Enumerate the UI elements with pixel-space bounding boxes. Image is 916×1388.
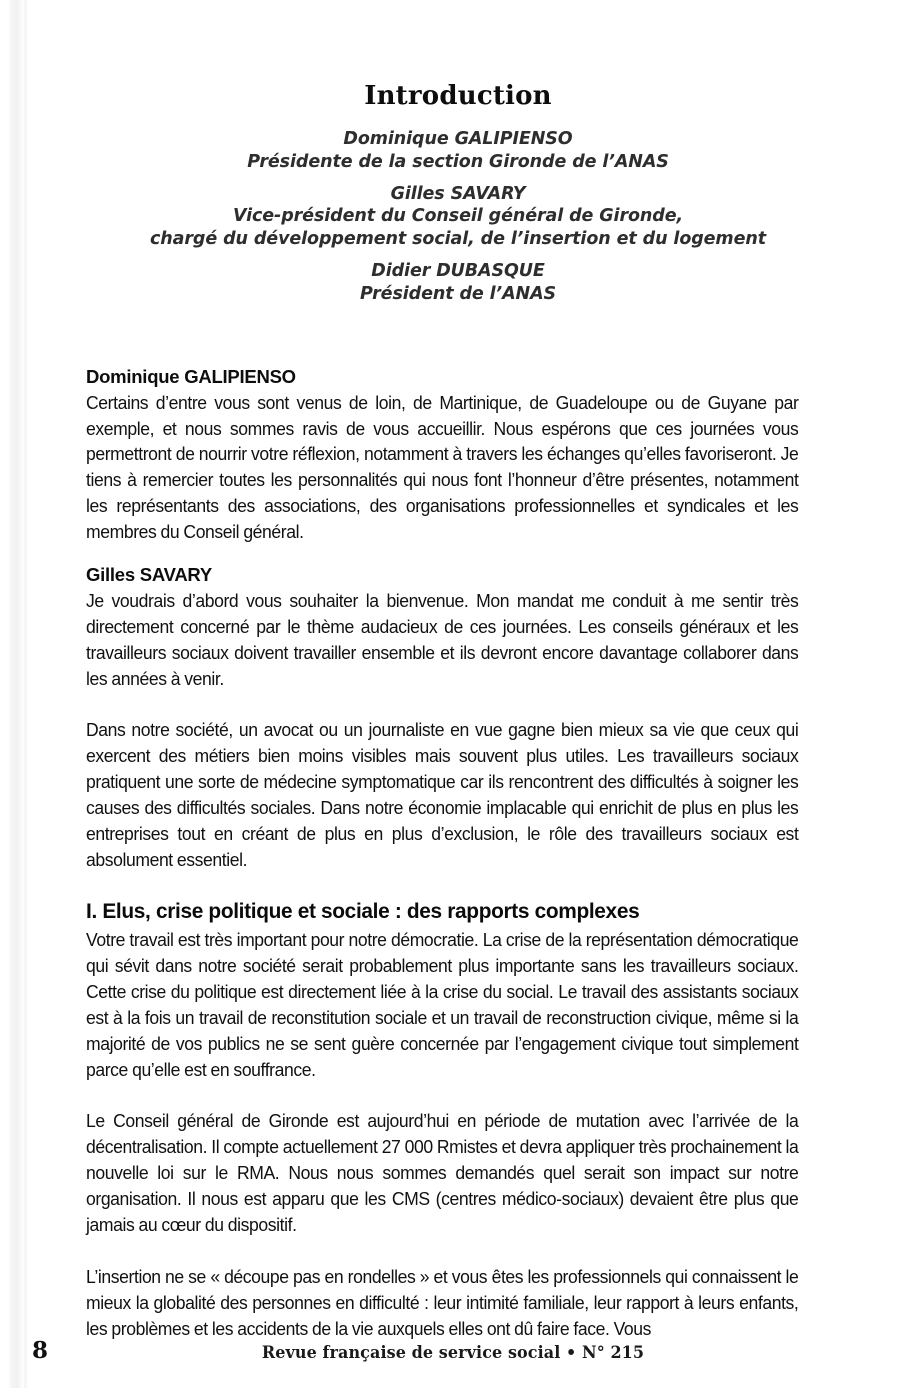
scan-artifact-left-gutter [8, 0, 24, 1388]
byline-group-galipienso [86, 128, 830, 174]
footer-journal-line: Revue française de service social • N° 215 [261, 1343, 645, 1363]
byline-name: Dominique GALIPIENSO [343, 129, 573, 150]
speaker-label-savary: Gilles SAVARY [86, 564, 212, 586]
byline-role-line-2: chargé du développement social, de l’insertion et du logement [150, 229, 766, 250]
byline-role: Présidente de la section Gironde de l’ANAS [247, 151, 669, 172]
paragraph: Votre travail est très important pour notre démocratie. La crise de la représentation démocratique qui sévit dans notre société serait probablement plus importante sans les travailleurs sociaux. Cette crise du politique est directement liée à la crise du social. Le travail des assistants sociaux est à la fois un travail de reconstitution sociale et un travail de reconstruction civique, même si la majorité de vos publics ne se sent guère concernée par l’engagement civique tout simplement parce qu’elle est en souffrance. [86, 929, 799, 1080]
paragraph: L’insertion ne se « découpe pas en rondelles » et vous êtes les professionnels qui connaissent le mieux la globalité des personnes en difficulté : leur intimité familiale, leur rapport à leurs enfants, les problèmes et les accidents de la vie auxquels elles ont dû faire face. Vous [86, 1265, 799, 1339]
speaker-label-galipienso: Dominique GALIPIENSO [86, 366, 296, 387]
paragraph: Le Conseil général de Gironde est aujourd’hui en période de mutation avec l’arrivée de la décentralisation. Il compte actuellement 27 000 Rmistes et devra appliquer très prochainement la nouvelle loi sur le RMA. Nous nous sommes demandés quel serait son impact sur notre organisation. Il nous est apparu que les CMS (centres médico-sociaux) devaient être plus que jamais au cœur du dispositif. [86, 1110, 799, 1236]
byline-group-savary [86, 183, 830, 251]
paragraph: Certains d’entre vous sont venus de loin, de Martinique, de Guadeloupe ou de Guyane par exemple, et nous sommes ravis de vous accueillir. Nous espérons que ces journées vous permettront de nourrir votre réflexion, notamment à travers les échanges qu’elles favoriseront. Je tiens à remercier toutes les personnalités qui nous font l’honneur d’être présentes, notamment les représentants des associations, des organisations professionnelles et syndicales et les membres du Conseil général. [86, 391, 799, 543]
section-heading: I. Elus, crise politique et sociale : des rapports complexes [86, 899, 640, 924]
byline-name: Didier DUBASQUE [371, 260, 545, 281]
byline-role: Président de l’ANAS [359, 283, 557, 304]
masthead [86, 82, 830, 305]
body-text-column [86, 365, 832, 1342]
paragraph: Je voudrais d’abord vous souhaiter la bienvenue. Mon mandat me conduit à me sentir très directement concerné par le thème audacieux de ces journées. Les conseils généraux et les travailleurs sociaux doivent travailler ensemble et ils devront encore davantage collaborer dans les années à venir. [86, 589, 799, 689]
scan-artifact-left-line [24, 0, 27, 1388]
paragraph: Dans notre société, un avocat ou un journaliste en vue gagne bien mieux sa vie que ceux qui exercent des métiers bien moins visibles mais souvent plus utiles. Les travailleurs sociaux pratiquent une sorte de médecine symptomatique car ils rencontrent des difficultés à soigner les causes des difficultés sociales. Dans notre économie implacable qui enrichit de plus en plus les entreprises tout en créant de plus en plus d’exclusion, le rôle des travailleurs sociaux est absolument essentiel. [86, 719, 799, 870]
byline-role-line-1: Vice-président du Conseil général de Gironde, [232, 206, 684, 227]
page-title: Introduction [364, 81, 552, 111]
section-spacer [86, 873, 832, 899]
byline-name: Gilles SAVARY [390, 183, 526, 204]
page-footer [0, 1339, 916, 1373]
byline-group-dubasque [86, 260, 830, 306]
paragraph-spacer [86, 545, 832, 563]
page-number: 8 [32, 1337, 49, 1364]
